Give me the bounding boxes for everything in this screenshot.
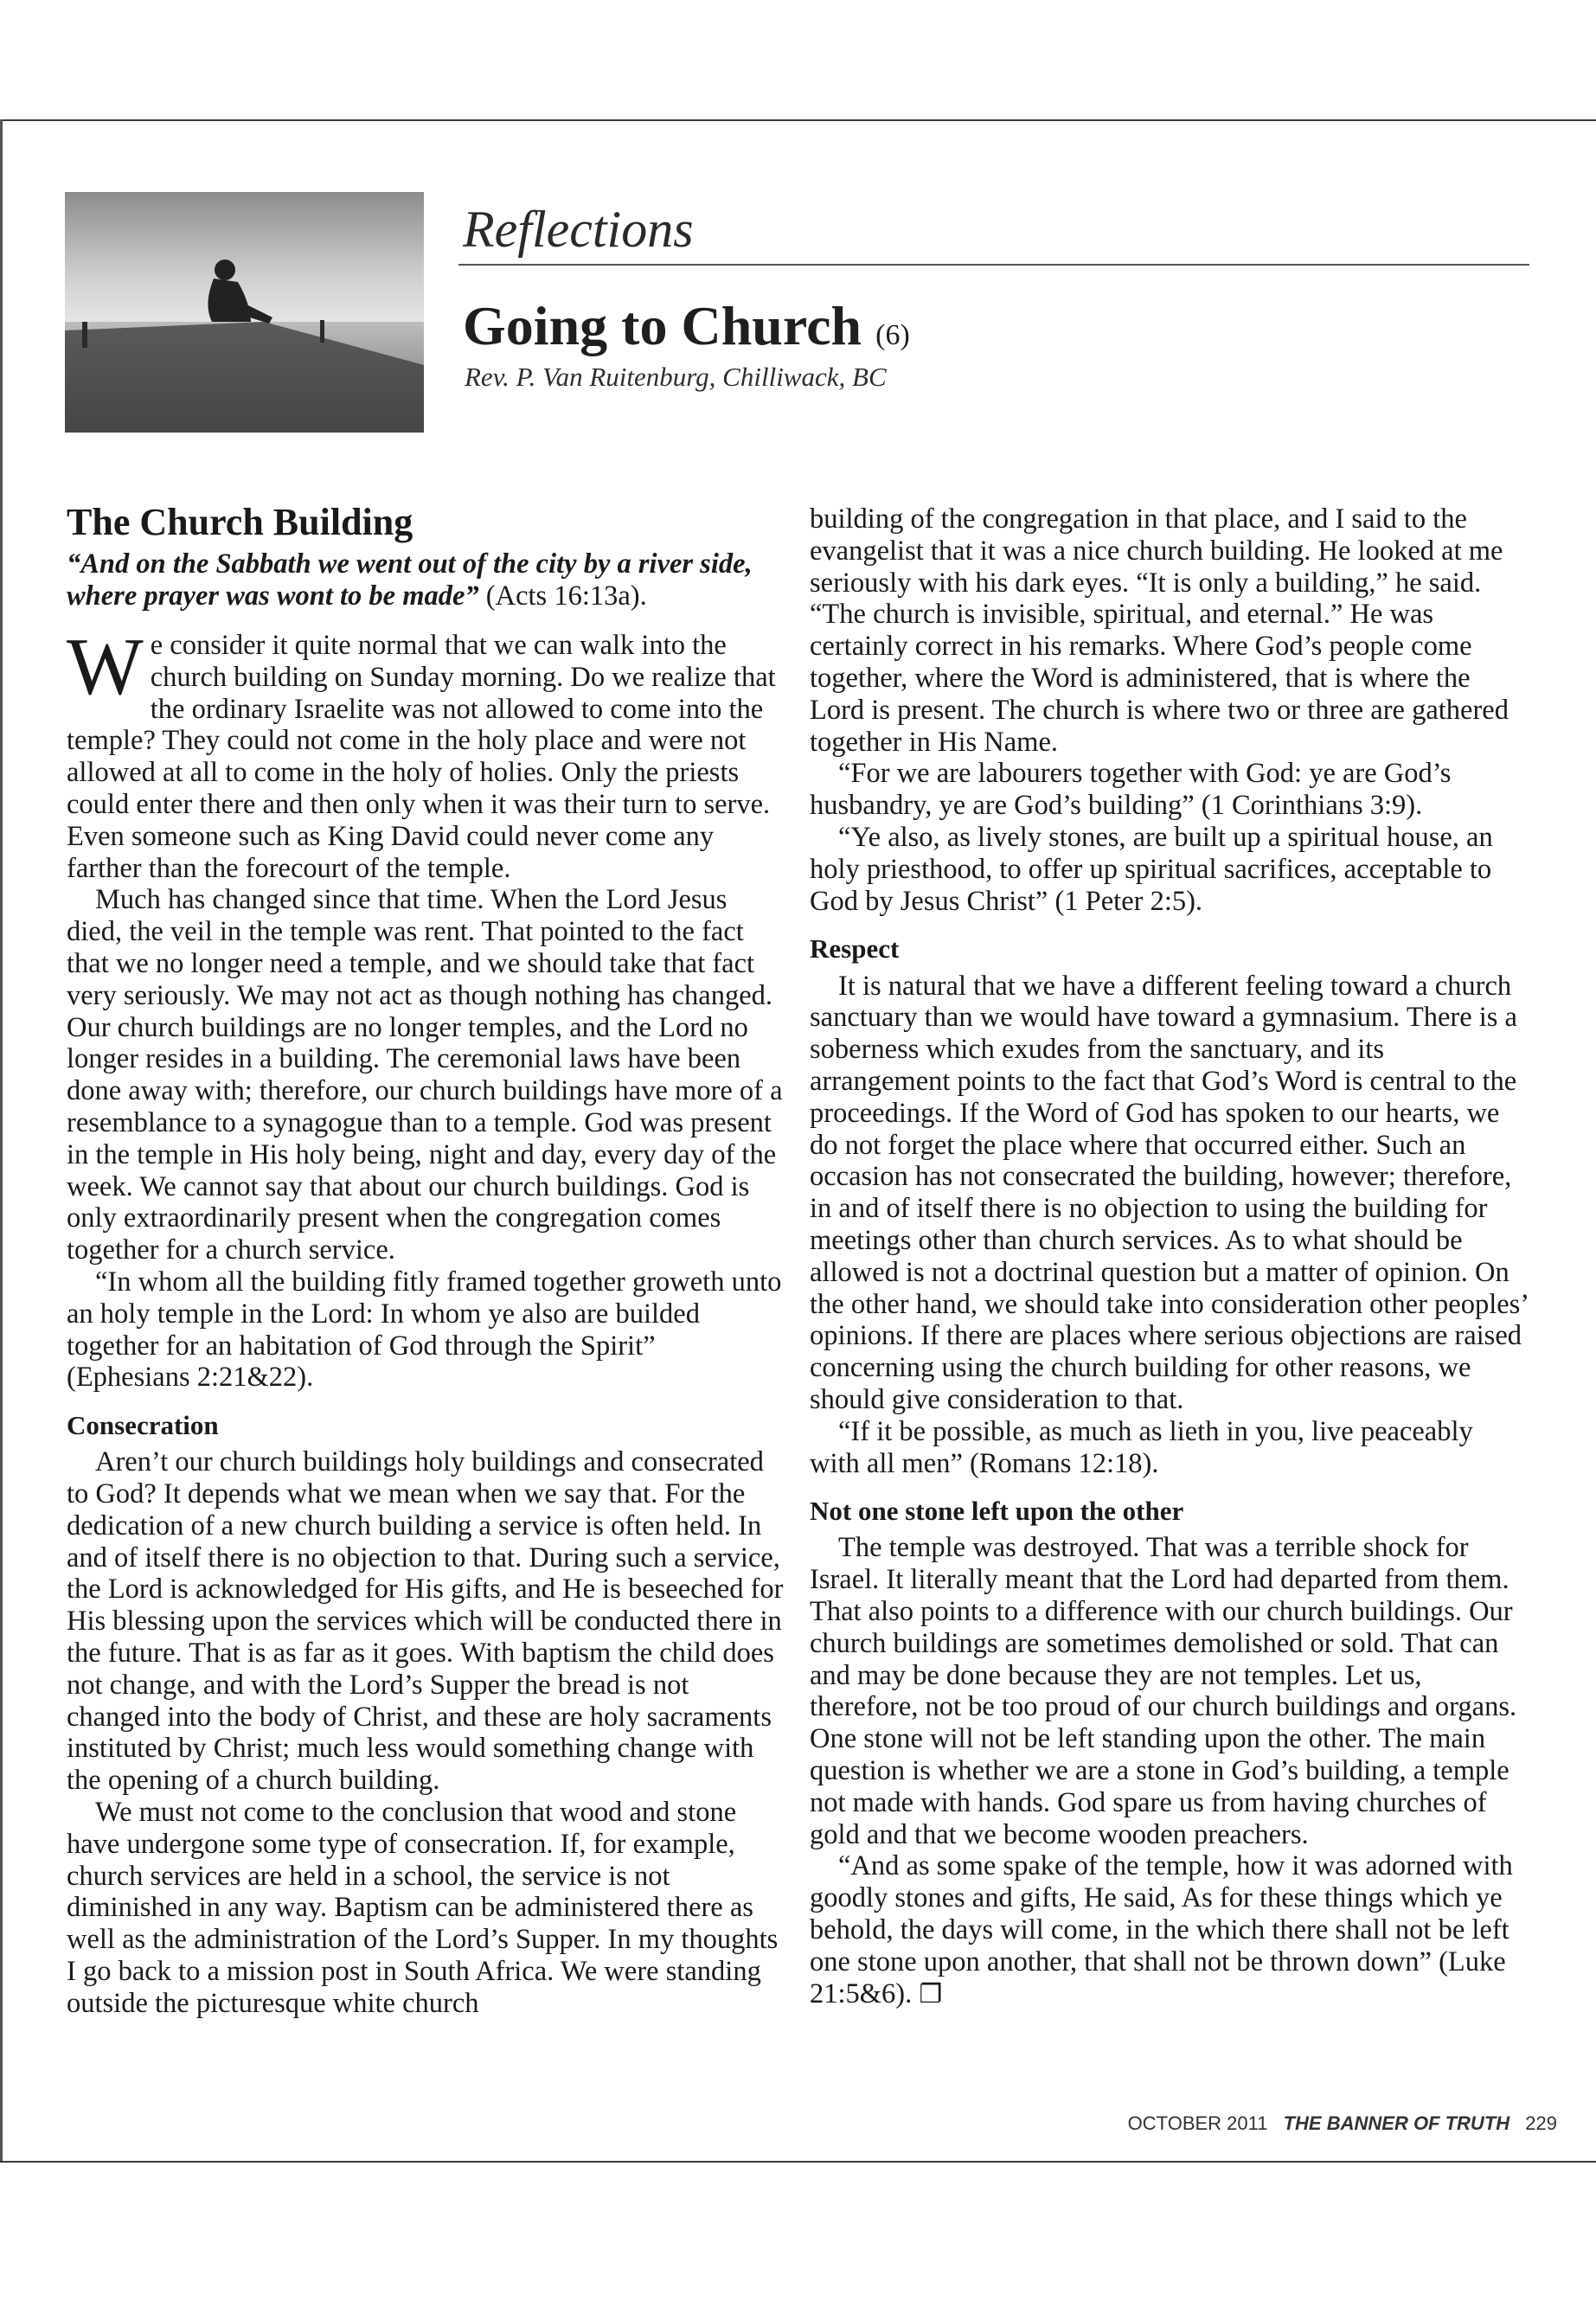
paragraph: “For we are labourers together with God: ye are God’s husbandry, ye are God’s building” (1 Corinthians 3:9). (810, 758, 1452, 822)
page-left-edge (0, 119, 3, 2161)
epigraph-text: “And on the Sabbath we went out of the city by a river side, where prayer was wont to be made” (67, 548, 753, 612)
paragraph: Aren’t our church buildings holy buildings and consecrated to God? It depends what we mean when we say that. For the dedication of a new church building a service is often held. In and of itself there is no objection to that. During such a service, the Lord is acknowledged for His gifts, and He is beseeched for His blessing upon the services which will be conducted there in the future. That is as far as it goes. With baptism the child does not change, and with the Lord’s Supper the bread is not changed into the body of Christ, and these are holy sacraments instituted by Christ; much less would something change with the opening of a church building. (67, 1446, 784, 1797)
paragraph-text: “And as some spake of the temple, how it was adorned with goodly stones and gifts, He said, As for these things which ye behold, the days will come, in the which there shall not be left one stone upon another, that shall not be thrown down” (Luke 21:5&6). (810, 1850, 1513, 2009)
paragraph-text: e consider it quite normal that we can walk into the church building on Sunday morning. Do we realize that the ordinary Israelite was not allowed to come into the temple? They could not come in the holy place and were not allowed at all to come in the holy of holies. Only the priests could enter there and then only when it was their turn to serve. Even someone such as King David could never come any farther than the forecourt of the temple. (67, 629, 776, 884)
paragraph: We must not come to the conclusion that wood and stone have undergone some type of consecration. If, for example, church services are held in a school, the service is not diminished in any way. Baptism can be administered there as well as the administration of the Lord’s Supper. In my thoughts I go back to a mission post in South Africa. We were standing outside the picturesque white church (67, 1797, 779, 2019)
heading-consecration: Consecration (67, 1410, 219, 1441)
paragraph: “If it be possible, as much as lieth in you, live peaceably with all men” (Romans 12:18). (810, 1415, 1473, 1479)
paragraph (810, 1850, 1528, 2010)
epigraph (67, 548, 785, 612)
paragraph: building of the congregation in that place, and I said to the evangelist that it was a nice church building. He looked at me seriously with his dark eyes. “It is only a building,” he said. “The church is invisible, spiritual, and eternal.” He was certainly correct in his remarks. Where God’s people come together, where the Word is administered, that is where the Lord is present. The church is where two or three are gathered together in His Name. (810, 503, 1509, 758)
page-footer (1038, 2112, 1557, 2135)
article-title (463, 295, 910, 356)
drop-cap: W (67, 621, 144, 712)
silhouette-photo-illustration (65, 192, 424, 433)
section-title: Reflections (463, 201, 694, 258)
footer-date: OCTOBER 2011 (1127, 2112, 1268, 2134)
paragraph: “In whom all the building fitly framed together groweth unto an holy temple in the Lord: In whom ye also are builded together for an habitation of God through the Spirit” (Ephesians 2:21&22). (67, 1266, 782, 1394)
left-column (67, 502, 785, 2020)
article-part-number: (6) (875, 319, 910, 351)
top-rule (0, 119, 1596, 121)
paragraph: It is natural that we have a different feeling toward a church sanctuary than we would have toward a gymnasium. There is a soberness which exudes from the sanctuary, and its arrangement points to the fact that God’s Word is central to the proceedings. If the Word of God has spoken to our hearts, we do not forget the place where that occurred either. Such an occasion has not consecrated the building, however; therefore, in and of itself there is no objection to using the building for meetings other than church services. As to what should be allowed is not a doctrinal question but a matter of opinion. On the other hand, we should take into consideration other peoples’ opinions. If there are places where serious objections are raised concerning using the church building for other reasons, we should give consideration to that. (810, 970, 1528, 1415)
byline: Rev. P. Van Ruitenburg, Chilliwack, BC (465, 362, 887, 392)
article-subtitle: The Church Building (67, 501, 413, 543)
article-title-text: Going to Church (463, 295, 862, 356)
paragraph: “Ye also, as lively stones, are built up a spiritual house, an holy priesthood, to offer up spiritual sacrifices, acceptable to God by Jesus Christ” (1 Peter 2:5). (810, 821, 1493, 917)
section-rule (458, 264, 1529, 266)
right-column (810, 503, 1528, 2010)
page-number: 229 (1525, 2112, 1557, 2134)
bottom-rule (0, 2161, 1596, 2163)
footer-magazine: THE BANNER OF TRUTH (1283, 2112, 1510, 2134)
heading-respect: Respect (810, 933, 900, 965)
paragraph: The temple was destroyed. That was a terrible shock for Israel. It literally meant that the Lord had departed from them. That also points to a difference with our church buildings. Our church buildings are sometimes demolished or sold. That can and may be done because they are not temples. Let us, therefore, not be too proud of our church buildings and organs. One stone will not be left standing upon the other. The main question is whether we are a stone in God’s building, a temple not made with hands. God spare us from having churches of gold and that we become wooden preachers. (810, 1532, 1517, 1850)
epigraph-reference: (Acts 16:13a). (485, 580, 647, 612)
header-photo (65, 192, 424, 433)
heading-not-one-stone: Not one stone left upon the other (810, 1496, 1184, 1527)
end-mark-icon: ❐ (919, 1978, 943, 2009)
paragraph (67, 621, 785, 884)
paragraph: Much has changed since that time. When the Lord Jesus died, the veil in the temple was rent. That pointed to the fact that we no longer need a temple, and we should take that fact very seriously. We may not act as though nothing has changed. Our church buildings are no longer temples, and the Lord no longer resides in a building. The ceremonial laws have been done away with; therefore, our church buildings have more of a resemblance to a synagogue than to a temple. God was present in the temple in His holy being, night and day, every day of the week. We cannot say that about our church buildings. God is only extraordinarily present when the congregation comes together for a church service. (67, 884, 783, 1266)
